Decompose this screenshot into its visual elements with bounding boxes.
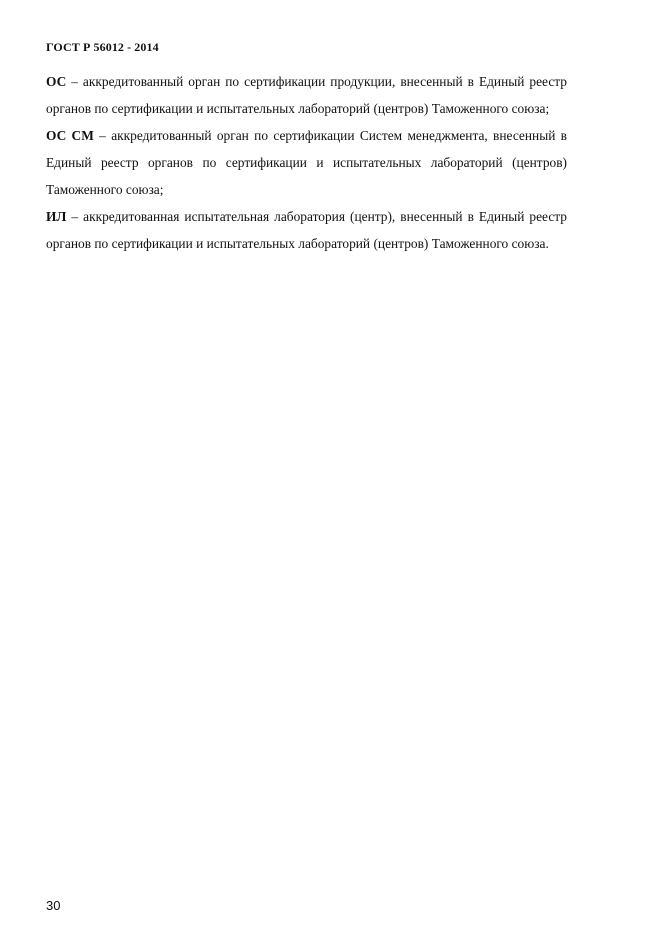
document-code-header: ГОСТ Р 56012 - 2014 [46,40,159,54]
page-number: 30 [46,898,61,913]
definition-il-text: – аккредитованная испытательная лаборатория (центр), внесенный в Единый реестр органов по сертификации и испытательных лабораторий (центров) Таможенного союза. [46,209,567,251]
definition-os [46,68,567,122]
definition-os-sm [46,122,567,203]
definition-il [46,203,567,257]
definition-os-sm-text: – аккредитованный орган по сертификации Систем менеджмента, внесенный в Единый реестр органов по сертификации и испытательных лабораторий (центров) Таможенного союза; [46,128,568,197]
abbreviations-list [46,68,567,257]
term-os: ОС [46,74,67,89]
term-il: ИЛ [46,209,67,224]
term-os-sm: ОС СМ [46,128,94,143]
definition-os-text: – аккредитованный орган по сертификации продукции, внесенный в Единый реестр органов по сертификации и испытательных лабораторий (центров) Таможенного союза; [46,74,567,116]
